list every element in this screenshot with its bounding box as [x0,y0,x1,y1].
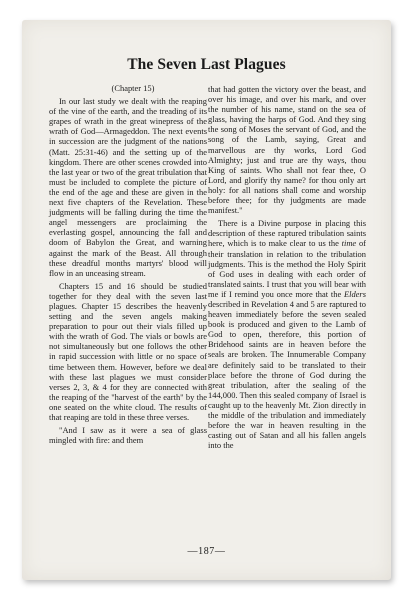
paragraph: In our last study we dealt with the reaping of the vine of the earth, and the treading of its grapes of wrath in the great winepress of the wrath of God—Armageddon. The next events in succession are the judgment of the nations (Matt. 25:31-46) and the setting up of the kingdom. There are other scenes crowded into the last year or two of the great tribulation that must be included to complete the picture of the end of the age and these are given in the next five chapters of the Revelation. These judgments will be falling during the time the angel messengers are proclaiming the everlasting gospel, announcing the fall and doom of Babylon the Great, and warning against the mark of the Beast. All through these dreadful months martyrs' blood will flow in an unceasing stream. [49,96,207,278]
paragraph-text: There is a Divine purpose in placing this description of these raptured tribulation saints here, which is to make clear to us the [208,218,366,249]
left-text-column [49,83,207,445]
emphasized-word: time [341,238,357,249]
paragraph [208,218,366,450]
emphasized-word: Elders [343,288,366,299]
paragraph: "And I saw as it were a sea of glass mingled with fire: and them [49,425,207,446]
paragraph: Chapters 15 and 16 should be studied together for they deal with the seven last plagues. Chapter 15 describes the heavenly setting and the seven angels making preparation to pour out their vials filled up with the wrath of God. The vials or bowls are not simultaneously but one follows the other in rapid succession with little or no space of time between them. However, before we deal with these last plagues we must consider verses 2, 3, & 4 for they are connected with the reaping of the "harvest of the earth" by the one seated on the white cloud. The results of that reaping are told in these three verses. [49,280,207,422]
chapter-label: (Chapter 15) [111,83,155,93]
paragraph-text: described in Revelation 4 and 5 are raptured to heaven immediately before the seven sealed book is produced and given to the Lamb of God to open, therefore, this portion of Bridehood saints are in heaven before the seals are broken. The Innumerable Company are definitely said to be translated to their place before the throne of God during the great tribulation, after the sealing of the 144,000. Then this sealed company of Israel is caught up to the heavenly Mt. Zion directly in the middle of the tribulation and immediately before the war in heaven resulting in the casting out of Satan and all his fallen angels into the [208,298,366,451]
page-number: —187— [187,546,226,557]
page-title: The Seven Last Plagues [127,56,286,73]
paragraph: that had gotten the victory over the beast, and over his image, and over his mark, and over the number of his name, stand on the sea of glass, having the harps of God. And they sing the song of Moses the servant of God, and the song of the Lamb, saying, Great and marvellous are thy works, Lord God Almighty; just and true are thy ways, thou King of saints. Who shall not fear thee, O Lord, and glorify thy name? for thou only art holy: for all nations shall come and worship before thee; for thy judgments are made manifest." [208,84,366,216]
paragraph-text: of their translation in relation to the tribulation judgments. This is the method the Holy Spirit of God uses in dealing with each order of translated saints. I trust that you will bear with me if I remind you once more that the [208,238,366,299]
book-page [22,20,391,580]
right-text-column [208,84,366,450]
